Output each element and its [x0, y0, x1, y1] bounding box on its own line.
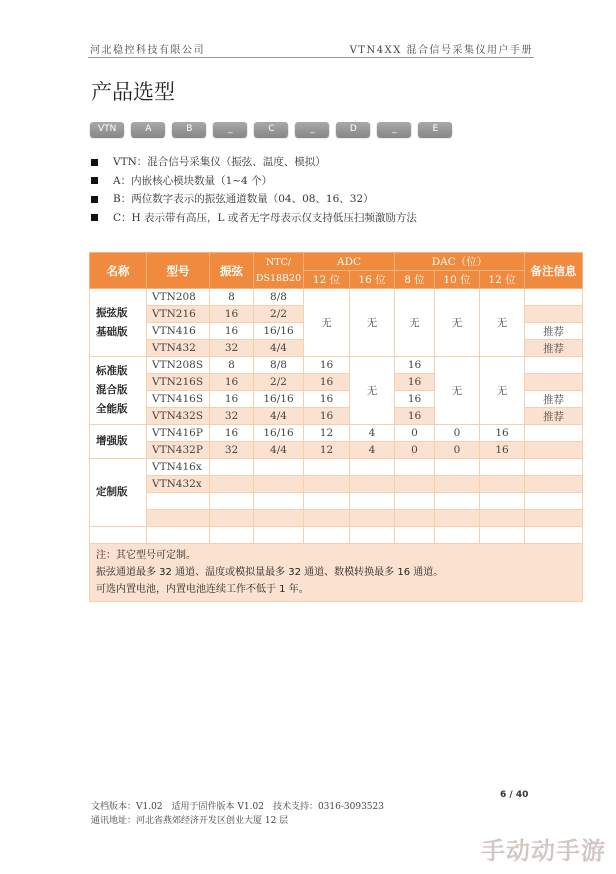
cell-note	[525, 510, 583, 527]
note-line: 可选内置电池，内置电池连续工作不低于 1 年。	[96, 584, 309, 595]
code-part: A	[131, 122, 165, 137]
cell-dac8: 16	[395, 357, 435, 374]
cell-dac12	[480, 476, 525, 493]
cell-dac12	[480, 459, 525, 476]
cell-note	[525, 306, 583, 323]
bullet-icon	[91, 196, 98, 203]
cell-adc16: 4	[350, 425, 395, 442]
cell-vw: 16	[210, 306, 254, 323]
cell-vw: 16	[210, 425, 254, 442]
cell-note	[525, 459, 583, 476]
code-part: _	[213, 122, 247, 137]
cell-note	[525, 357, 583, 374]
group-name-line: 全能版	[96, 403, 128, 415]
col-header-adc-16: 16 位	[350, 271, 395, 289]
watermark-logo: 手动动手游	[481, 837, 606, 865]
group-name-cell	[90, 289, 147, 357]
cell-note	[525, 425, 583, 442]
table-row	[90, 476, 583, 493]
group-name-line: 振弦版	[96, 306, 128, 319]
cell-ntc	[254, 510, 304, 527]
footer-address-line: 通讯地址：河北省燕郊经济开发区创业大厦 12 层	[91, 816, 289, 826]
cell-adc12: 16	[304, 374, 350, 391]
code-part: _	[377, 122, 411, 137]
notes-row	[90, 544, 583, 602]
cell-adc12: 16	[304, 357, 350, 374]
cell-adc12: 12	[304, 425, 350, 442]
cell-vw	[210, 476, 254, 493]
model-cell: VTN432S	[147, 408, 210, 425]
col-header-ntc: NTC/ DS18B20	[254, 253, 304, 289]
empty-cell	[147, 527, 210, 544]
cell-dac12	[480, 510, 525, 527]
model-cell: VTN208	[147, 289, 210, 306]
list-item	[91, 209, 417, 228]
cell-dac8: 0	[395, 442, 435, 459]
merged-cell-adc16: 无	[350, 289, 395, 357]
cell-adc12	[304, 476, 350, 493]
cell-vw: 32	[210, 340, 254, 357]
empty-cell	[525, 527, 583, 544]
cell-dac8: 16	[395, 374, 435, 391]
cell-vw	[210, 493, 254, 510]
merged-cell-dac10: 无	[435, 289, 480, 357]
merged-cell-dac12: 无	[480, 357, 525, 425]
empty-cell	[210, 527, 254, 544]
cell-note	[525, 476, 583, 493]
empty-cell	[254, 527, 304, 544]
cell-adc16	[350, 459, 395, 476]
cell-note	[525, 374, 583, 391]
cell-ntc: 2/2	[254, 306, 304, 323]
cell-dac10	[435, 510, 480, 527]
cell-vw: 16	[210, 323, 254, 340]
cell-adc12: 16	[304, 391, 350, 408]
cell-note: 推荐	[525, 391, 583, 408]
col-header-notes: 备注信息	[525, 253, 583, 289]
table-row	[90, 289, 583, 306]
cell-dac10: 0	[435, 442, 480, 459]
cell-ntc: 16/16	[254, 323, 304, 340]
empty-cell	[90, 527, 147, 544]
bullet-icon	[91, 214, 98, 221]
note-line: 注：其它型号可定制。	[96, 550, 196, 561]
code-part: D	[336, 122, 370, 137]
footer	[91, 800, 384, 828]
model-cell: VTN432	[147, 340, 210, 357]
col-header-adc: ADC	[304, 253, 395, 271]
cell-vw	[210, 459, 254, 476]
cell-ntc	[254, 476, 304, 493]
group-name-cell	[90, 459, 147, 527]
cell-note: 推荐	[525, 323, 583, 340]
merged-cell-adc12: 无	[304, 289, 350, 357]
col-header-model: 型号	[147, 253, 210, 289]
code-part: B	[172, 122, 206, 137]
cell-adc12	[304, 459, 350, 476]
bullet-text: A：内嵌核心模块数量（1~4 个）	[113, 174, 273, 187]
col-header-name: 名称	[90, 253, 147, 289]
cell-dac8	[395, 459, 435, 476]
note-line: 振弦通道最多 32 通道、温度或模拟量最多 32 通道、数模转换最多 16 通道。	[96, 567, 444, 578]
cell-vw: 8	[210, 357, 254, 374]
cell-ntc: 4/4	[254, 408, 304, 425]
col-header-dac-10: 10 位	[435, 271, 480, 289]
bullet-icon	[91, 159, 98, 166]
model-cell: VTN416	[147, 323, 210, 340]
cell-dac8	[395, 510, 435, 527]
cell-note	[525, 442, 583, 459]
cell-ntc	[254, 493, 304, 510]
bullet-text: B：两位数字表示的振弦通道数量（04、08、16、32）	[113, 193, 374, 205]
cell-note	[525, 289, 583, 306]
model-cell	[147, 510, 210, 527]
cell-ntc: 16/16	[254, 425, 304, 442]
cell-vw: 32	[210, 442, 254, 459]
code-part: C	[254, 122, 288, 137]
model-cell: VTN432x	[147, 476, 210, 493]
list-item	[91, 190, 417, 209]
cell-ntc	[254, 459, 304, 476]
merged-cell-dac12: 无	[480, 289, 525, 357]
model-cell: VTN416P	[147, 425, 210, 442]
cell-ntc: 4/4	[254, 340, 304, 357]
code-part: E	[418, 122, 452, 137]
table-row	[90, 425, 583, 442]
table-row	[90, 459, 583, 476]
merged-cell-dac10: 无	[435, 357, 480, 425]
footer-version-line: 文档版本：V1.02 适用于固件版本 V1.02 技术支持：0316-3093523	[91, 802, 384, 812]
cell-adc12: 16	[304, 408, 350, 425]
header-manual-title: VTN4XX 混合信号采集仪用户手册	[349, 45, 533, 56]
model-cell	[147, 493, 210, 510]
bullet-icon	[91, 177, 98, 184]
header-company: 河北稳控科技有限公司	[90, 45, 205, 56]
cell-vw: 16	[210, 391, 254, 408]
group-name-cell	[90, 425, 147, 459]
cell-ntc: 8/8	[254, 289, 304, 306]
cell-note: 推荐	[525, 340, 583, 357]
group-name-line: 混合版	[96, 384, 128, 396]
model-code-diagram	[90, 122, 452, 137]
col-header-vibrating-wire: 振弦	[210, 253, 254, 289]
page-number: 6 / 40	[500, 790, 529, 800]
table-row	[90, 510, 583, 527]
code-explanation-list	[91, 153, 417, 227]
cell-dac8	[395, 476, 435, 493]
cell-dac8: 16	[395, 408, 435, 425]
page-title: 产品选型	[91, 80, 175, 104]
model-cell: VTN216S	[147, 374, 210, 391]
col-header-dac-8: 8 位	[395, 271, 435, 289]
table-row	[90, 493, 583, 510]
cell-note	[525, 493, 583, 510]
merged-cell-dac8: 无	[395, 289, 435, 357]
code-part: VTN	[90, 122, 124, 137]
list-item	[91, 153, 417, 172]
code-part: _	[295, 122, 329, 137]
empty-cell	[304, 527, 350, 544]
cell-note: 推荐	[525, 408, 583, 425]
cell-dac8	[395, 493, 435, 510]
cell-adc16: 4	[350, 442, 395, 459]
model-cell: VTN216	[147, 306, 210, 323]
group-name-line: 增强版	[96, 435, 128, 447]
cell-adc12	[304, 510, 350, 527]
group-name-line: 基础版	[96, 325, 128, 338]
list-item	[91, 172, 417, 191]
bullet-text: VTN：混合信号采集仪（振弦、温度、模拟）	[113, 156, 326, 168]
cell-dac8: 16	[395, 391, 435, 408]
empty-cell	[350, 527, 395, 544]
cell-dac12	[480, 493, 525, 510]
blank-row	[90, 527, 583, 544]
cell-dac10	[435, 493, 480, 510]
cell-ntc: 16/16	[254, 391, 304, 408]
product-selection-table	[89, 252, 583, 602]
cell-adc16	[350, 510, 395, 527]
model-cell: VTN432P	[147, 442, 210, 459]
table-row	[90, 357, 583, 374]
cell-vw	[210, 510, 254, 527]
cell-vw: 16	[210, 374, 254, 391]
merged-cell-adc16: 无	[350, 357, 395, 425]
model-cell: VTN416x	[147, 459, 210, 476]
table-row	[90, 442, 583, 459]
group-name-line: 标准版	[96, 365, 128, 377]
empty-cell	[435, 527, 480, 544]
cell-ntc: 8/8	[254, 357, 304, 374]
empty-cell	[480, 527, 525, 544]
cell-dac10	[435, 476, 480, 493]
cell-adc16	[350, 476, 395, 493]
group-name-cell	[90, 357, 147, 425]
empty-cell	[395, 527, 435, 544]
col-header-dac-12: 12 位	[480, 271, 525, 289]
group-name-line: 定制版	[96, 486, 128, 498]
cell-adc12: 12	[304, 442, 350, 459]
model-cell: VTN208S	[147, 357, 210, 374]
cell-dac8: 0	[395, 425, 435, 442]
col-header-adc-12: 12 位	[304, 271, 350, 289]
cell-ntc: 4/4	[254, 442, 304, 459]
cell-dac10: 0	[435, 425, 480, 442]
cell-dac12: 16	[480, 442, 525, 459]
cell-dac10	[435, 459, 480, 476]
header-divider	[88, 57, 534, 58]
cell-adc12	[304, 493, 350, 510]
cell-vw: 8	[210, 289, 254, 306]
notes-cell	[90, 544, 583, 602]
bullet-text: C：H 表示带有高压，L 或者无字母表示仅支持低压扫频激励方法	[113, 211, 417, 224]
cell-dac12: 16	[480, 425, 525, 442]
cell-adc16	[350, 493, 395, 510]
col-header-dac: DAC（位）	[395, 253, 525, 271]
model-cell: VTN416S	[147, 391, 210, 408]
cell-ntc: 2/2	[254, 374, 304, 391]
cell-vw: 32	[210, 408, 254, 425]
